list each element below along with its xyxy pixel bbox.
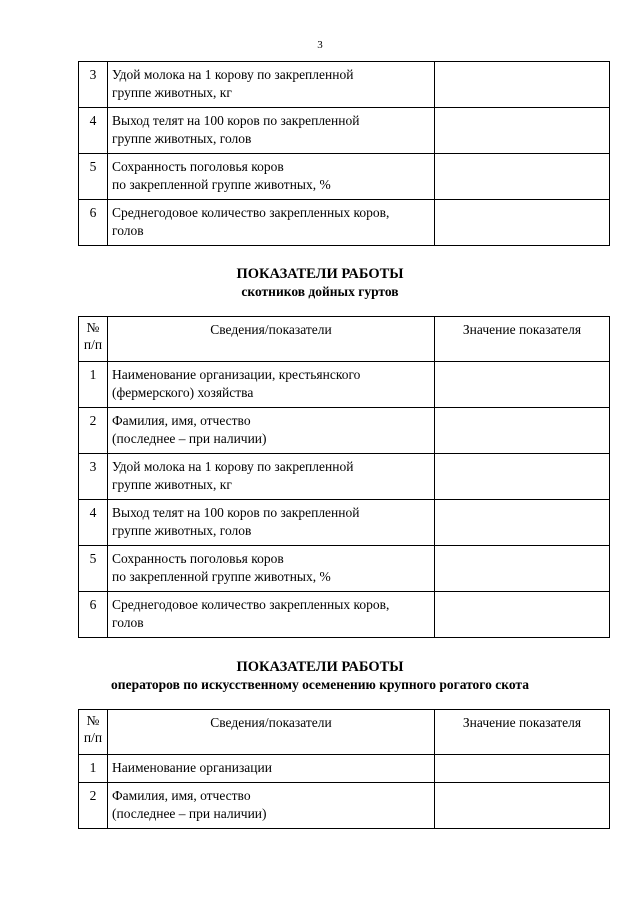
row-indicator [108, 454, 435, 500]
indicator-line: голов [112, 223, 144, 238]
table-header-row [79, 317, 610, 362]
indicator-line: Выход телят на 100 коров по закрепленной [112, 505, 360, 520]
table-row [79, 200, 610, 246]
row-indicator [108, 783, 435, 829]
row-value-cell [435, 200, 610, 246]
header-number-symbol: № [86, 713, 100, 728]
indicator-line: Удой молока на 1 корову по закрепленной [112, 459, 354, 474]
row-number: 4 [79, 500, 108, 546]
indicator-line: Фамилия, имя, отчество [112, 413, 251, 428]
row-number: 2 [79, 408, 108, 454]
row-indicator [108, 200, 435, 246]
indicator-line: группе животных, кг [112, 85, 232, 100]
section-subheading: скотников дойных гуртов [241, 284, 399, 299]
table-row [79, 783, 610, 829]
row-number: 6 [79, 592, 108, 638]
row-indicator [108, 362, 435, 408]
section-subheading: операторов по искусственному осеменению крупного рогатого скота [111, 677, 529, 692]
row-indicator [108, 108, 435, 154]
row-number: 5 [79, 154, 108, 200]
row-number: 4 [79, 108, 108, 154]
row-number: 6 [79, 200, 108, 246]
table-header-row [79, 710, 610, 755]
row-number: 3 [79, 62, 108, 108]
section-heading: ПОКАЗАТЕЛИ РАБОТЫ [236, 659, 404, 675]
row-number: 1 [79, 362, 108, 408]
row-value-cell [435, 408, 610, 454]
table-row [79, 62, 610, 108]
header-info: Сведения/показатели [108, 710, 435, 755]
section-title-inseminators [0, 658, 640, 694]
table-row [79, 362, 610, 408]
table-row [79, 500, 610, 546]
indicator-line: (последнее – при наличии) [112, 806, 267, 821]
section-heading: ПОКАЗАТЕЛИ РАБОТЫ [236, 266, 404, 282]
indicator-line: голов [112, 615, 144, 630]
row-value-cell [435, 783, 610, 829]
row-value-cell [435, 108, 610, 154]
indicator-line: Наименование организации, крестьянского [112, 367, 361, 382]
table-row [79, 592, 610, 638]
row-value-cell [435, 592, 610, 638]
row-value-cell [435, 62, 610, 108]
header-number-symbol: № [86, 320, 100, 335]
table-continued-indicators [78, 61, 610, 246]
header-value: Значение показателя [435, 710, 610, 755]
indicator-line: Фамилия, имя, отчество [112, 788, 251, 803]
row-value-cell [435, 154, 610, 200]
row-indicator [108, 408, 435, 454]
indicator-line: по закрепленной группе животных, % [112, 177, 331, 192]
row-indicator [108, 592, 435, 638]
page-number: 3 [317, 39, 323, 51]
indicator-line: (последнее – при наличии) [112, 431, 267, 446]
table-cattlemen-indicators [78, 316, 610, 638]
indicator-line: группе животных, голов [112, 131, 252, 146]
row-number: 1 [79, 755, 108, 783]
table-row [79, 154, 610, 200]
indicator-line: Выход телят на 100 коров по закрепленной [112, 113, 360, 128]
row-number: 5 [79, 546, 108, 592]
row-value-cell [435, 546, 610, 592]
header-number [79, 317, 108, 362]
row-value-cell [435, 500, 610, 546]
table-row [79, 108, 610, 154]
row-indicator [108, 500, 435, 546]
header-value: Значение показателя [435, 317, 610, 362]
indicator-line: Сохранность поголовья коров [112, 551, 284, 566]
section-title-cattlemen [0, 265, 640, 301]
header-info: Сведения/показатели [108, 317, 435, 362]
header-number [79, 710, 108, 755]
indicator-line: Удой молока на 1 корову по закрепленной [112, 67, 354, 82]
table-row [79, 546, 610, 592]
table-row [79, 408, 610, 454]
indicator-line: по закрепленной группе животных, % [112, 569, 331, 584]
indicator-line: Наименование организации [112, 760, 272, 775]
row-number: 2 [79, 783, 108, 829]
row-indicator [108, 154, 435, 200]
row-indicator [108, 62, 435, 108]
row-indicator [108, 755, 435, 783]
row-value-cell [435, 454, 610, 500]
row-value-cell [435, 755, 610, 783]
indicator-line: группе животных, голов [112, 523, 252, 538]
indicator-line: Среднегодовое количество закрепленных коров, [112, 205, 390, 220]
header-number-label: п/п [83, 730, 103, 745]
indicator-line: (фермерского) хозяйства [112, 385, 254, 400]
table-row [79, 755, 610, 783]
table-row [79, 454, 610, 500]
row-value-cell [435, 362, 610, 408]
indicator-line: группе животных, кг [112, 477, 232, 492]
indicator-line: Сохранность поголовья коров [112, 159, 284, 174]
indicator-line: Среднегодовое количество закрепленных коров, [112, 597, 390, 612]
row-indicator [108, 546, 435, 592]
row-number: 3 [79, 454, 108, 500]
table-inseminators-indicators [78, 709, 610, 829]
header-number-label: п/п [83, 337, 103, 352]
